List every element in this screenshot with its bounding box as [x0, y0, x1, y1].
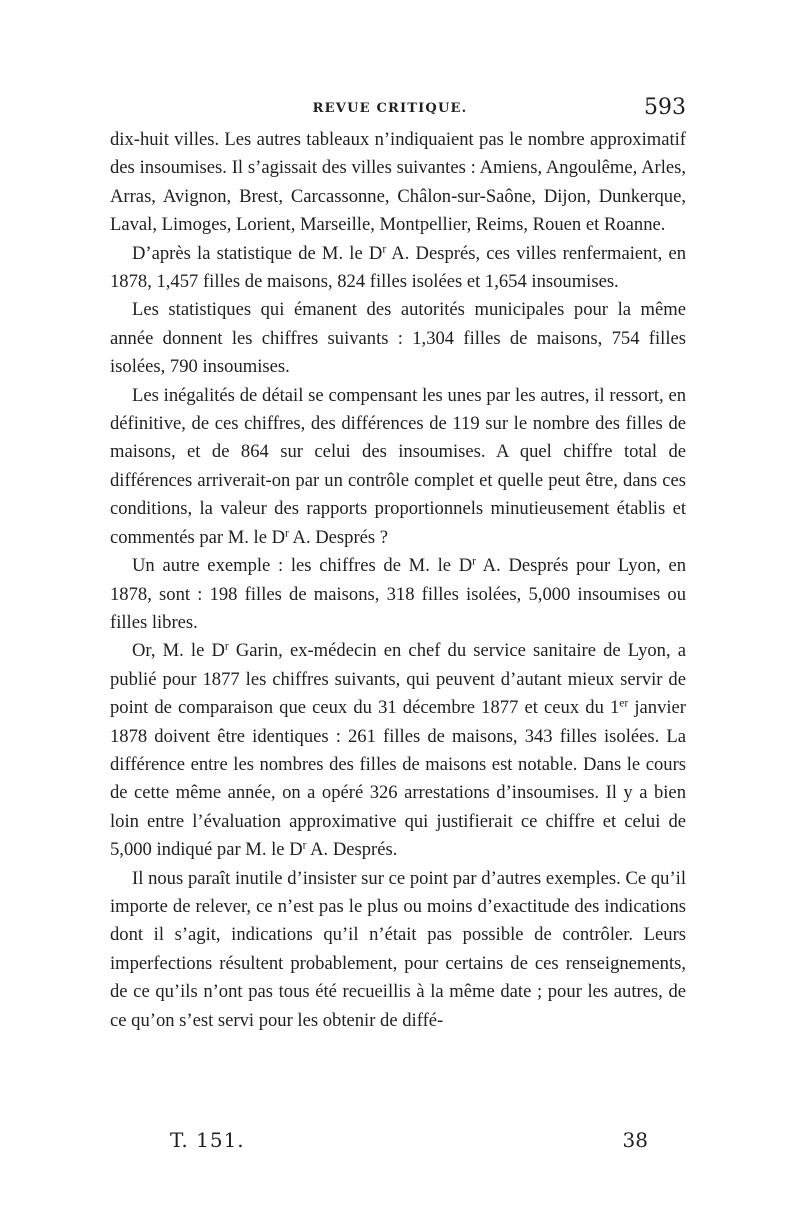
- volume-number: T. 151.: [170, 1128, 245, 1152]
- text-run: Or, M. le D: [132, 640, 225, 662]
- superscript: er: [619, 697, 629, 710]
- text-run: A. Després, ces villes renfermaient, en 1878, 1,457 filles de maisons, 824 filles isolées et 1,654 insoumises.: [110, 242, 687, 293]
- text-run: A. Després ?: [288, 526, 389, 548]
- text-run: A. Després pour Lyon, en 1878, sont : 198 filles de maisons, 318 filles isolées, 5,000 insoumises ou filles libres.: [110, 555, 686, 633]
- paragraph: [110, 240, 686, 297]
- text-run: dix-huit villes. Les autres tableaux n’indiquaient pas le nombre approximatif des insoumises. Il s’agissait des villes suivantes : Amiens, Angoulême, Arles, Arras, Avignon, Brest, Carcassonne, Châlon-sur-Saône, Dijon, Dunkerque, Laval, Limoges, Lorient, Marseille, Montpellier, Reims, Rouen et Roanne.: [110, 129, 686, 236]
- text-run: Un autre exemple : les chiffres de M. le D: [132, 555, 473, 577]
- signature-mark: 38: [622, 1128, 648, 1152]
- paragraph: [110, 552, 686, 637]
- paragraph: [110, 296, 686, 381]
- text-run: A. Després.: [306, 839, 398, 861]
- paragraph: [110, 637, 686, 864]
- page-footer: [110, 1128, 686, 1158]
- superscript: r: [224, 640, 229, 653]
- paragraph: [110, 126, 686, 240]
- text-run: janvier 1878 doivent être identiques : 261 filles de maisons, 343 filles isolées. La différence entre les nombres des filles de maisons est notable. Dans le cours de cette même année, on a opéré 326 arrestations d’insoumises. Il y a bien loin entre l’évaluation approximative qui justifierait ce chiffre et celui de 5,000 indiqué par M. le D: [110, 697, 686, 861]
- paragraph: [110, 382, 686, 552]
- body-text: [110, 126, 686, 1035]
- paragraph: [110, 865, 686, 1035]
- running-head: [110, 97, 686, 125]
- text-run: Les inégalités de détail se compensant les unes par les autres, il ressort, en définitive, de ces chiffres, des différences de 119 sur le nombre des filles de maisons, et de 864 sur celui des insoumises. A quel chiffre total de différences arriverait-on par un contrôle complet et quelle peut être, dans ces conditions, la valeur des rapports proportionnels minutieusement établis et commentés par M. le D: [110, 384, 686, 548]
- text-run: Les statistiques qui émanent des autorités municipales pour la même année donnent les chiffres suivants : 1,304 filles de maisons, 754 filles isolées, 790 insoumises.: [110, 299, 686, 378]
- page-number: 593: [644, 95, 686, 120]
- text-run: Il nous paraît inutile d’insister sur ce point par d’autres exemples. Ce qu’il importe de relever, ce n’est pas le plus ou moins d’exactitude des indications dont il s’agit, indications qu’il n’était pas possible de contrôler. Leurs imperfections résultent probablement, pour certains de ces renseignements, de ce qu’ils n’ont pas tous été recueillis à la même date ; pour les autres, de ce qu’on s’est servi pour les obtenir de diffé-: [110, 867, 686, 1031]
- text-run: D’après la statistique de M. le D: [132, 242, 383, 264]
- superscript: r: [382, 243, 387, 256]
- superscript: r: [302, 839, 307, 852]
- running-head-title: REVUE CRITIQUE.: [312, 101, 468, 116]
- superscript: r: [285, 527, 289, 540]
- text-run: Garin, ex-médecin en chef du service sanitaire de Lyon, a publié pour 1877 les chiffres suivants, qui peuvent d’autant mieux servir de point de comparaison que ceux du 31 décembre 1877 et ceux du 1: [110, 640, 686, 719]
- superscript: r: [472, 555, 476, 568]
